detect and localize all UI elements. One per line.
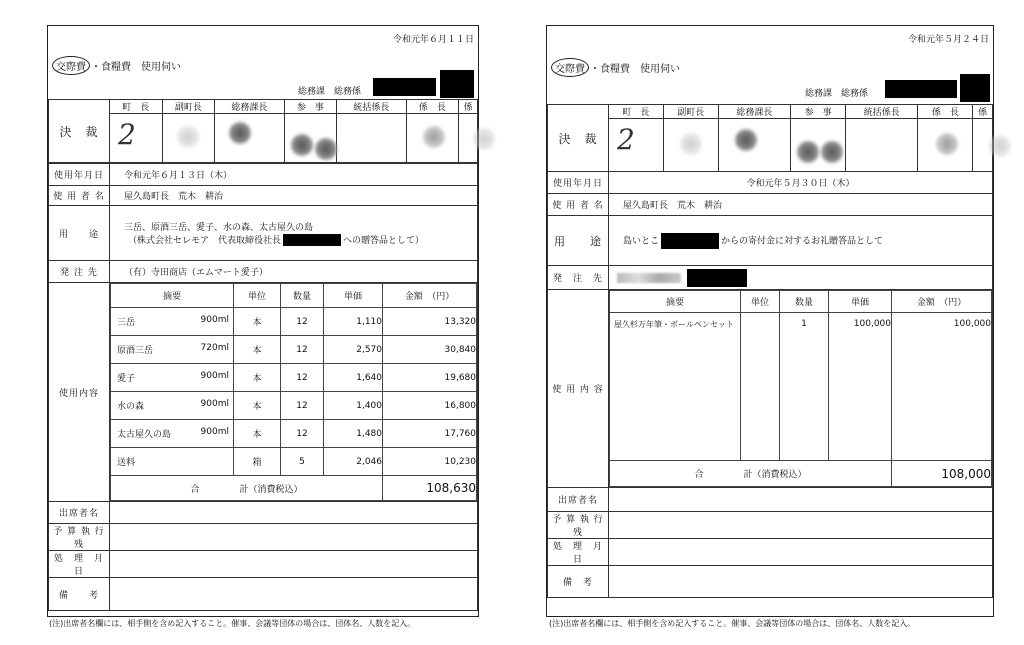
col-header: 金額 （円） [383, 284, 477, 308]
seal-stamp [473, 128, 495, 150]
approver-header: 参 事 [791, 105, 846, 119]
stamp-cell [973, 119, 993, 172]
item-volume: 720ml [200, 343, 229, 353]
seal-stamp [177, 126, 199, 148]
item-name [111, 336, 234, 364]
redaction [283, 234, 341, 246]
attendee-label: 出席者名 [548, 488, 609, 512]
process-label: 処 理 月 日 [49, 551, 110, 578]
approval-label: 決 裁 [49, 100, 110, 163]
approval-table [48, 99, 478, 163]
use-date: 令和元年５月３０日（木） [609, 172, 993, 194]
content-cell [110, 283, 478, 502]
user-name: 屋久島町長 荒木 耕治 [110, 186, 478, 206]
orderer [609, 266, 993, 290]
use-date: 令和元年６月１３日（木） [110, 164, 478, 186]
item-volume: 900ml [200, 315, 229, 325]
total-row [111, 476, 477, 501]
redaction [440, 70, 474, 98]
item-amount: 19,680 [383, 364, 477, 392]
attendee-value [609, 488, 993, 512]
redaction [373, 78, 436, 96]
detail-table [547, 171, 993, 598]
item-label: 愛子 [117, 374, 136, 384]
item-label: 太古屋久の島 [117, 430, 172, 440]
seal-stamp [797, 141, 819, 163]
process-value [609, 539, 993, 566]
table-row [111, 392, 477, 420]
form-date: 令和元年６月１１日 [392, 35, 474, 45]
use-date-label: 使用年月日 [49, 164, 110, 186]
process-value [110, 551, 478, 578]
col-header: 摘要 [111, 284, 234, 308]
item-amount: 17,760 [383, 420, 477, 448]
stamp-cell [162, 114, 215, 163]
item-volume: 900ml [200, 427, 229, 437]
item-qty: 12 [281, 364, 324, 392]
attendee-value [110, 502, 478, 524]
table-row [111, 308, 477, 336]
item-unit: 本 [234, 392, 281, 420]
purpose [110, 206, 478, 261]
table-row [111, 420, 477, 448]
item-name [111, 392, 234, 420]
purpose-label: 用 途 [49, 206, 110, 261]
col-header: 単位 [234, 284, 281, 308]
user-name: 屋久島町長 荒木 耕治 [609, 194, 993, 216]
stamp-cell [663, 119, 718, 172]
seal-stamp [423, 126, 445, 148]
item-unit: 本 [234, 336, 281, 364]
item-price: 100,000 [829, 313, 892, 461]
item-volume: 900ml [200, 371, 229, 381]
content-label: 使用内容 [49, 283, 110, 502]
item-amount: 16,800 [383, 392, 477, 420]
seal-stamp [291, 134, 313, 156]
item-amount: 13,320 [383, 308, 477, 336]
approval-table [547, 104, 993, 172]
redaction [661, 233, 719, 249]
budget-value [609, 512, 993, 539]
footnote: (注)出席者名欄には、相手側を含め記入すること。催事、会議等団体の場合は、団体名、人数を記入。 [49, 619, 416, 628]
stamp-cell [846, 119, 918, 172]
approver-header: 係 [973, 105, 993, 119]
signature: 2 [617, 123, 635, 156]
total-label-a: 合 [190, 484, 200, 495]
purpose-label: 用 途 [548, 216, 609, 266]
item-qty: 12 [281, 336, 324, 364]
title-rest: ・食糧費 使用伺い [91, 62, 181, 73]
item-unit: 本 [234, 364, 281, 392]
item-label: 原酒三岳 [117, 346, 154, 356]
title-rest: ・食糧費 使用伺い [590, 64, 680, 75]
purpose-part: からの寄付金に対するお礼贈答品として [721, 236, 884, 246]
remarks-value [609, 566, 993, 598]
total-label [111, 476, 383, 501]
circled-title: 交際費 [551, 58, 589, 77]
stamp-cell [284, 114, 337, 163]
remarks-value [110, 578, 478, 611]
items-table [609, 290, 992, 487]
item-price: 2,046 [324, 448, 383, 476]
orderer-label: 発 注 先 [49, 261, 110, 283]
form-right [546, 25, 994, 617]
purpose-line: 三岳、原酒三岳、愛子、水の森、太古屋久の島 [124, 222, 314, 233]
stamp-cell [918, 119, 973, 172]
item-name [111, 308, 234, 336]
col-header: 数量 [780, 291, 829, 313]
footnote: (注)出席者名欄には、相手側を含め記入すること。催事、会議等団体の場合は、団体名、人数を記入。 [549, 619, 916, 628]
form-left [47, 25, 479, 617]
approver-header: 統括係長 [846, 105, 918, 119]
redaction [885, 80, 957, 98]
approver-header: 統括係長 [337, 100, 406, 114]
remarks-label: 備 考 [49, 578, 110, 611]
item-name [111, 364, 234, 392]
seal-stamp [989, 135, 1011, 157]
budget-label: 予 算 執 行 残 [49, 524, 110, 551]
total-label-b: 計（消費税込） [743, 470, 807, 480]
item-label: 送料 [117, 458, 136, 468]
item-name [111, 420, 234, 448]
item-label: 三岳 [117, 318, 136, 328]
stamp-cell [791, 119, 846, 172]
item-price: 1,400 [324, 392, 383, 420]
purpose-line [124, 233, 477, 247]
user-label: 使 用 者 名 [49, 186, 110, 206]
blurred-text [617, 273, 681, 283]
item-label: 水の森 [117, 402, 145, 412]
department: 総務課 総務係 [805, 89, 869, 99]
item-qty: 12 [281, 420, 324, 448]
items-table [110, 283, 477, 501]
item-unit: 箱 [234, 448, 281, 476]
col-header: 数量 [281, 284, 324, 308]
approver-header: 参 事 [284, 100, 337, 114]
item-qty: 12 [281, 392, 324, 420]
item-volume: 900ml [200, 399, 229, 409]
approver-header: 総務課長 [215, 100, 284, 114]
seal-stamp [936, 133, 958, 155]
stamp-cell [337, 114, 406, 163]
content-label: 使 用 内 容 [548, 290, 609, 488]
item-unit: 本 [234, 420, 281, 448]
total-amount: 108,000 [892, 461, 992, 487]
approver-header: 町 長 [110, 100, 163, 114]
seal-stamp [680, 133, 702, 155]
seal-stamp [821, 141, 843, 163]
col-header: 金額 （円） [892, 291, 992, 313]
detail-table [48, 163, 478, 611]
redaction [687, 269, 747, 287]
form-date: 令和元年５月２４日 [907, 35, 989, 45]
item-qty: 5 [281, 448, 324, 476]
item-name: 屋久杉万年筆・ボールペンセット [610, 313, 741, 461]
approver-header: 総務課長 [718, 105, 790, 119]
purpose-part: 島いとこ [623, 236, 660, 246]
item-price: 1,480 [324, 420, 383, 448]
seal-stamp [315, 138, 337, 160]
signature: 2 [118, 118, 136, 151]
item-price: 2,570 [324, 336, 383, 364]
table-row [111, 364, 477, 392]
approver-header: 副町長 [663, 105, 718, 119]
col-header: 単価 [829, 291, 892, 313]
seal-stamp [735, 129, 757, 151]
col-header: 摘要 [610, 291, 741, 313]
purpose-part: への贈答品として） [343, 235, 425, 246]
col-header: 単価 [324, 284, 383, 308]
item-qty: 1 [780, 313, 829, 461]
user-label: 使 用 者 名 [548, 194, 609, 216]
stamp-cell [609, 119, 664, 172]
department: 総務課 総務係 [298, 87, 362, 97]
purpose [609, 216, 993, 266]
seal-stamp [229, 122, 251, 144]
stamp-cell [718, 119, 790, 172]
table-row [610, 313, 992, 461]
process-label: 処 理 月 日 [548, 539, 609, 566]
stamp-cell [110, 114, 163, 163]
approver-header: 係 長 [406, 100, 459, 114]
form-title [52, 56, 181, 75]
item-unit: 本 [234, 308, 281, 336]
redaction [960, 74, 990, 102]
total-label-b: 計（消費税込） [239, 484, 303, 495]
orderer-label: 発 注 先 [548, 266, 609, 290]
remarks-label: 備 考 [548, 566, 609, 598]
total-amount: 108,630 [383, 476, 477, 501]
item-price: 1,110 [324, 308, 383, 336]
approval-label: 決 裁 [548, 105, 609, 172]
use-date-label: 使用年月日 [548, 172, 609, 194]
purpose-part: （株式会社セレモア 代表取締役社長 [128, 235, 282, 246]
circled-title: 交際費 [52, 56, 90, 75]
col-header: 単位 [741, 291, 780, 313]
item-amount: 10,230 [383, 448, 477, 476]
item-name [111, 448, 234, 476]
content-cell [609, 290, 993, 488]
total-label-a: 合 [694, 470, 704, 480]
total-label [610, 461, 892, 487]
stamp-cell [406, 114, 459, 163]
approver-header: 係 長 [918, 105, 973, 119]
table-row [111, 336, 477, 364]
budget-label: 予 算 執 行 残 [548, 512, 609, 539]
approver-header: 係 [459, 100, 478, 114]
total-row [610, 461, 992, 487]
attendee-label: 出席者名 [49, 502, 110, 524]
orderer: （有）寺田商店（エムマート愛子） [110, 261, 478, 283]
item-amount: 100,000 [892, 313, 992, 461]
item-unit [741, 313, 780, 461]
item-price: 1,640 [324, 364, 383, 392]
approver-header: 副町長 [162, 100, 215, 114]
stamp-cell [459, 114, 478, 163]
table-row [111, 448, 477, 476]
item-amount: 30,840 [383, 336, 477, 364]
approver-header: 町 長 [609, 105, 664, 119]
item-qty: 12 [281, 308, 324, 336]
stamp-cell [215, 114, 284, 163]
budget-value [110, 524, 478, 551]
form-title [551, 58, 680, 77]
